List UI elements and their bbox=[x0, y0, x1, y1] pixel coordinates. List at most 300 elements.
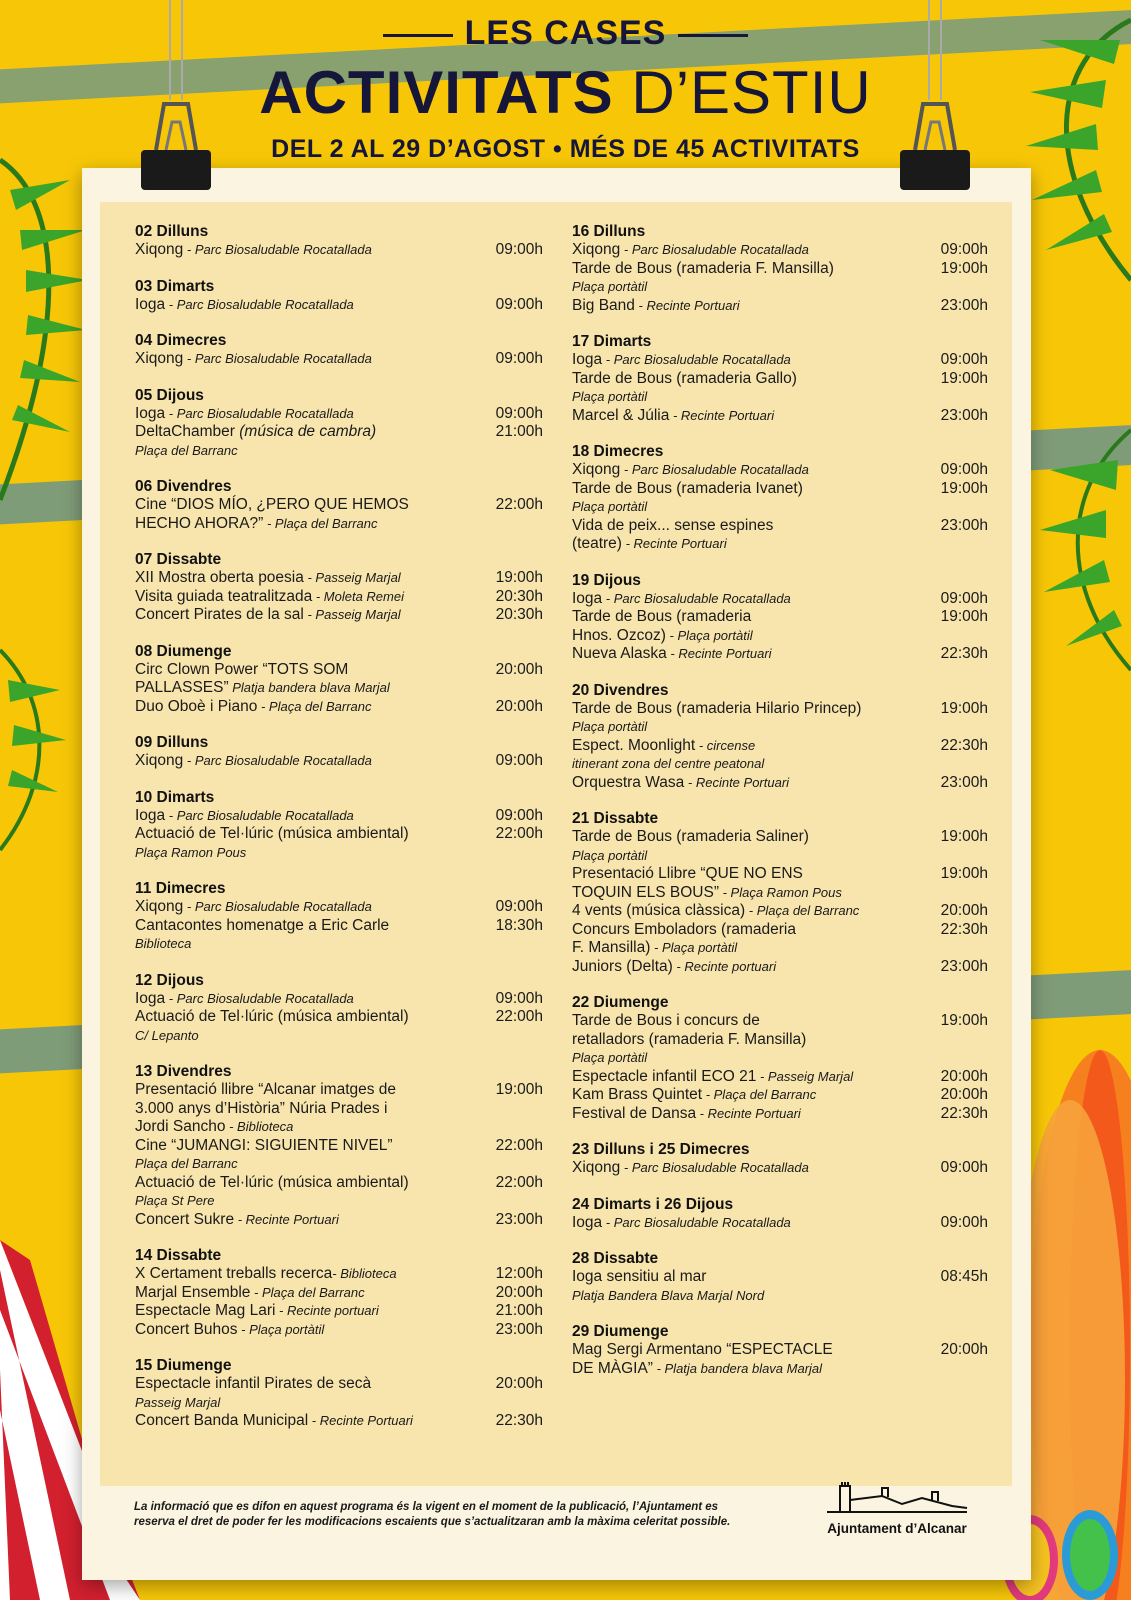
event-location: - Parc Biosaludable Rocatallada bbox=[165, 990, 354, 1006]
event-line bbox=[572, 590, 935, 609]
event-location: itinerant zona del centre peatonal bbox=[572, 756, 765, 771]
event-line bbox=[135, 807, 490, 826]
event-time: 09:00h bbox=[940, 461, 988, 478]
event-time: 09:00h bbox=[495, 806, 543, 824]
event-time: 22:30h bbox=[940, 736, 988, 754]
event-title: Cine “DIOS MÍO, ¿PERO QUE HEMOS bbox=[135, 496, 409, 513]
event-line bbox=[135, 1081, 490, 1100]
event-location: - Plaça del Barranc bbox=[263, 515, 378, 531]
event-title: Tarde de Bous i concurs de bbox=[572, 1012, 760, 1029]
event-line bbox=[135, 296, 490, 315]
event-row bbox=[572, 260, 988, 297]
day-block bbox=[135, 1356, 543, 1431]
event-title: Mag Sergi Armentano “ESPECTACLE bbox=[572, 1341, 833, 1358]
event-line bbox=[135, 241, 490, 260]
event-title: Concert Pirates de la sal bbox=[135, 606, 304, 623]
event-location: - Recinte Portuari bbox=[234, 1211, 339, 1227]
event-time: 20:00h bbox=[940, 1067, 988, 1085]
event-title: Presentació llibre “Alcanar imatges de bbox=[135, 1081, 397, 1098]
event-description bbox=[135, 898, 496, 917]
page-subtitle: DEL 2 AL 29 D’AGOST • MÉS DE 45 ACTIVITATS bbox=[271, 135, 860, 163]
event-row bbox=[135, 917, 543, 954]
event-line bbox=[572, 1012, 935, 1031]
event-location: Platja bandera blava Marjal bbox=[228, 680, 390, 695]
event-line bbox=[572, 388, 935, 407]
event-time: 20:00h bbox=[940, 902, 988, 919]
event-line bbox=[135, 679, 490, 698]
event-row bbox=[135, 1302, 543, 1321]
day-title: 20 Divendres bbox=[572, 681, 669, 699]
event-description bbox=[135, 1081, 496, 1137]
event-line bbox=[135, 898, 490, 917]
event-title: (teatre) bbox=[572, 535, 622, 552]
event-location: Plaça portàtil bbox=[572, 1050, 648, 1065]
event-row bbox=[135, 241, 543, 260]
event-time: 21:00h bbox=[495, 1302, 543, 1319]
event-description bbox=[135, 606, 496, 625]
day-block bbox=[135, 733, 543, 771]
event-description bbox=[135, 1137, 496, 1174]
event-line bbox=[572, 847, 935, 866]
event-row bbox=[572, 700, 988, 737]
event-location: - Platja bandera blava Marjal bbox=[652, 1360, 823, 1376]
day-title: 28 Dissabte bbox=[572, 1250, 659, 1267]
event-row bbox=[572, 645, 988, 664]
event-title: Xiqong bbox=[135, 898, 184, 915]
event-time: 23:00h bbox=[940, 406, 988, 424]
event-title: HECHO AHORA?” bbox=[135, 514, 264, 532]
council-logo bbox=[812, 1478, 982, 1536]
event-time: 23:00h bbox=[495, 1320, 543, 1338]
event-title: Marcel & Júlia bbox=[572, 406, 670, 424]
event-time: 08:45h bbox=[940, 1268, 988, 1285]
event-location: Plaça del Barranc bbox=[135, 442, 238, 458]
event-location: Plaça portàtil bbox=[572, 279, 648, 294]
event-row bbox=[135, 1008, 543, 1045]
event-row bbox=[572, 297, 988, 316]
event-description bbox=[572, 590, 941, 609]
event-line bbox=[135, 1008, 490, 1027]
event-row bbox=[135, 588, 543, 607]
event-description bbox=[135, 990, 496, 1009]
event-row bbox=[135, 405, 543, 424]
event-location: - Parc Biosaludable Rocatallada bbox=[602, 1214, 791, 1230]
event-description bbox=[135, 698, 496, 717]
event-time: 23:00h bbox=[940, 957, 988, 975]
event-title: Concert Sukre bbox=[135, 1210, 235, 1228]
event-location: Plaça portàtil bbox=[572, 499, 648, 514]
event-line bbox=[135, 1137, 490, 1156]
event-row bbox=[572, 1068, 988, 1087]
event-location: - Plaça portàtil bbox=[237, 1321, 325, 1337]
event-line bbox=[572, 939, 935, 958]
event-location: - Recinte Portuari bbox=[634, 297, 740, 313]
day-title: 15 Diumenge bbox=[135, 1357, 232, 1374]
event-line bbox=[135, 935, 490, 954]
event-title: Tarde de Bous (ramaderia Gallo) bbox=[572, 369, 797, 387]
event-row bbox=[135, 1137, 543, 1174]
day-title: 22 Diumenge bbox=[572, 994, 669, 1011]
event-title: Big Band bbox=[572, 296, 635, 314]
event-line bbox=[135, 496, 490, 515]
event-time: 19:00h bbox=[940, 479, 988, 497]
event-line bbox=[572, 958, 935, 977]
event-title: PALLASSES” bbox=[135, 679, 229, 696]
event-description bbox=[135, 1265, 496, 1284]
day-block bbox=[572, 993, 988, 1123]
day-title: 19 Dijous bbox=[572, 571, 641, 589]
event-line bbox=[572, 241, 935, 260]
event-row bbox=[572, 480, 988, 517]
event-row bbox=[135, 752, 543, 771]
event-location: Plaça portàtil bbox=[572, 389, 648, 404]
event-line bbox=[135, 917, 490, 936]
event-location: - Recinte Portuari bbox=[684, 774, 790, 790]
event-row bbox=[572, 958, 988, 977]
event-time: 09:00h bbox=[495, 241, 543, 258]
event-location: - Parc Biosaludable Rocatallada bbox=[602, 590, 791, 606]
event-row bbox=[135, 1211, 543, 1230]
event-line bbox=[135, 442, 490, 461]
day-title: 14 Dissabte bbox=[135, 1247, 222, 1264]
event-title: XII Mostra oberta poesia bbox=[135, 569, 304, 586]
day-block bbox=[135, 879, 543, 954]
event-row bbox=[135, 606, 543, 625]
schedule-column-right bbox=[572, 222, 988, 1395]
event-line bbox=[572, 774, 935, 793]
kicker-text: LES CASES bbox=[464, 14, 667, 52]
event-line bbox=[572, 498, 935, 517]
event-title: Concert Buhos bbox=[135, 1320, 238, 1338]
event-line bbox=[572, 755, 935, 774]
event-row bbox=[135, 1081, 543, 1137]
event-line bbox=[135, 1211, 490, 1230]
event-description bbox=[135, 569, 496, 588]
day-block bbox=[572, 571, 988, 664]
day-block bbox=[135, 1246, 543, 1339]
event-time: 09:00h bbox=[940, 1159, 988, 1176]
event-location: Passeig Marjal bbox=[135, 1394, 221, 1410]
event-description bbox=[572, 297, 941, 316]
event-time: 22:30h bbox=[495, 1412, 543, 1429]
event-description bbox=[135, 807, 496, 826]
event-time: 19:00h bbox=[940, 608, 988, 625]
event-line bbox=[135, 1302, 490, 1321]
event-description bbox=[572, 828, 941, 865]
event-row bbox=[572, 370, 988, 407]
event-description bbox=[135, 1412, 496, 1431]
event-description bbox=[572, 737, 941, 774]
event-title: Tarde de Bous (ramaderia Ivanet) bbox=[572, 479, 803, 497]
event-location: - circense bbox=[695, 737, 756, 753]
event-time: 22:00h bbox=[495, 1136, 543, 1154]
event-line bbox=[135, 1394, 490, 1413]
event-description bbox=[572, 517, 941, 554]
event-description bbox=[135, 350, 496, 369]
disclaimer-note: La informació que es difon en aquest programa és la vigent en el moment de la publicació, l’Ajuntament es reserva el dret de poder fer les modificacions escaients que s’actualitzaran amb la màxima celeritat possible. bbox=[134, 1501, 731, 1528]
event-row bbox=[135, 1375, 543, 1412]
event-line bbox=[135, 661, 490, 680]
day-block bbox=[135, 1062, 543, 1229]
day-title: 11 Dimecres bbox=[135, 880, 226, 897]
event-description bbox=[572, 608, 941, 645]
event-title: Ioga sensitiu al mar bbox=[572, 1268, 707, 1285]
event-time: 20:00h bbox=[495, 697, 543, 715]
event-line bbox=[135, 515, 490, 534]
event-description bbox=[135, 1375, 496, 1412]
event-row bbox=[572, 1159, 988, 1178]
event-location: - Parc Biosaludable Rocatallada bbox=[183, 899, 372, 914]
day-block bbox=[572, 1322, 988, 1378]
event-line bbox=[572, 370, 935, 389]
event-description bbox=[135, 1284, 496, 1303]
event-row bbox=[135, 1265, 543, 1284]
event-line bbox=[135, 405, 490, 424]
event-line bbox=[572, 260, 935, 279]
event-line bbox=[572, 884, 935, 903]
event-description bbox=[135, 241, 496, 260]
title-bold: ACTIVITATS bbox=[259, 59, 614, 126]
day-block bbox=[135, 550, 543, 625]
event-title: Nueva Alaska bbox=[572, 645, 667, 662]
event-time: 09:00h bbox=[940, 351, 988, 368]
event-description bbox=[572, 351, 941, 370]
event-title: Xiqong bbox=[135, 350, 184, 367]
event-row bbox=[572, 1341, 988, 1378]
day-title: 09 Dilluns bbox=[135, 734, 209, 751]
event-location: - Recinte Portuari bbox=[696, 1105, 801, 1121]
event-description bbox=[135, 1211, 496, 1230]
event-row bbox=[572, 1105, 988, 1124]
event-row bbox=[572, 1268, 988, 1305]
event-title: Ioga bbox=[135, 806, 166, 824]
event-row bbox=[572, 921, 988, 958]
event-line bbox=[135, 1321, 490, 1340]
event-description bbox=[135, 405, 496, 424]
day-title: 17 Dimarts bbox=[572, 333, 652, 350]
event-time: 19:00h bbox=[940, 1012, 988, 1029]
event-title: Actuació de Tel·lúric (música ambiental) bbox=[135, 825, 409, 842]
event-title: Actuació de Tel·lúric (música ambiental) bbox=[135, 1008, 409, 1025]
day-block bbox=[135, 971, 543, 1046]
event-title: Xiqong bbox=[572, 461, 621, 478]
event-row bbox=[135, 496, 543, 533]
event-line bbox=[135, 825, 490, 844]
event-location: - Recinte portuari bbox=[672, 958, 777, 974]
event-row bbox=[572, 1012, 988, 1068]
event-title: Circ Clown Power “TOTS SOM bbox=[135, 660, 349, 678]
day-block bbox=[572, 332, 988, 425]
event-row bbox=[135, 807, 543, 826]
event-time: 19:00h bbox=[940, 369, 988, 387]
event-description bbox=[135, 661, 496, 698]
event-description bbox=[135, 423, 496, 460]
event-line bbox=[572, 351, 935, 370]
event-location: - Parc Biosaludable Rocatallada bbox=[620, 462, 809, 477]
kicker-dash-left bbox=[383, 34, 453, 37]
event-time: 20:00h bbox=[940, 1341, 988, 1358]
event-title: Jordi Sancho bbox=[135, 1118, 226, 1135]
event-line bbox=[135, 698, 490, 717]
event-line bbox=[135, 1118, 490, 1137]
event-line bbox=[572, 1105, 935, 1124]
event-row bbox=[135, 990, 543, 1009]
event-title: Xiqong bbox=[135, 752, 184, 769]
event-time: 21:00h bbox=[495, 423, 543, 440]
event-location: - Parc Biosaludable Rocatallada bbox=[620, 242, 809, 257]
event-location: - Passeig Marjal bbox=[303, 607, 401, 622]
event-title: Hnos. Ozcoz) bbox=[572, 626, 666, 644]
event-description bbox=[572, 260, 941, 297]
event-title: Xiqong bbox=[135, 241, 184, 258]
event-title: Cine “JUMANGI: SIGUIENTE NIVEL” bbox=[135, 1136, 393, 1154]
event-time: 22:00h bbox=[495, 825, 543, 842]
event-time: 19:00h bbox=[940, 259, 988, 277]
event-time: 20:30h bbox=[495, 606, 543, 623]
day-title: 21 Dissabte bbox=[572, 810, 659, 827]
event-title: Vida de peix... sense espines bbox=[572, 516, 774, 534]
event-description bbox=[572, 461, 941, 480]
event-line bbox=[572, 865, 935, 884]
event-line bbox=[572, 1068, 935, 1087]
event-line bbox=[135, 990, 490, 1009]
event-description bbox=[135, 296, 496, 315]
event-line bbox=[572, 608, 935, 627]
event-line bbox=[135, 569, 490, 588]
event-time: 22:00h bbox=[495, 496, 543, 513]
event-location: Plaça portàtil bbox=[572, 847, 648, 863]
day-block bbox=[572, 809, 988, 976]
event-time: 23:00h bbox=[940, 516, 988, 534]
event-location: - Parc Biosaludable Rocatallada bbox=[165, 296, 354, 312]
event-description bbox=[572, 1159, 941, 1178]
event-description bbox=[572, 921, 941, 958]
day-block bbox=[572, 442, 988, 554]
day-block bbox=[135, 331, 543, 369]
event-time: 22:00h bbox=[495, 1008, 543, 1025]
event-time: 22:00h bbox=[495, 1173, 543, 1191]
event-row bbox=[135, 698, 543, 717]
event-line bbox=[572, 627, 935, 646]
event-line bbox=[572, 1287, 935, 1306]
event-line bbox=[572, 480, 935, 499]
event-location: Biblioteca bbox=[135, 936, 192, 951]
event-row bbox=[572, 865, 988, 902]
event-location: - Plaça portàtil bbox=[665, 627, 753, 643]
event-line bbox=[135, 1375, 490, 1394]
day-title: 06 Divendres bbox=[135, 478, 232, 495]
event-title: Concert Banda Municipal bbox=[135, 1412, 309, 1429]
event-line bbox=[572, 278, 935, 297]
event-title: DE MÀGIA” bbox=[572, 1359, 653, 1377]
event-row bbox=[572, 902, 988, 921]
event-line bbox=[135, 1192, 490, 1211]
day-title: 23 Dilluns i 25 Dimecres bbox=[572, 1141, 750, 1158]
event-location: - Recinte Portuari bbox=[669, 407, 775, 423]
event-description bbox=[572, 774, 941, 793]
event-row bbox=[572, 608, 988, 645]
event-time: 19:00h bbox=[940, 699, 988, 717]
event-description bbox=[135, 588, 496, 607]
event-title: Marjal Ensemble bbox=[135, 1283, 251, 1301]
event-line bbox=[135, 844, 490, 863]
event-title: Espectacle infantil Pirates de secà bbox=[135, 1375, 372, 1392]
event-description bbox=[572, 407, 941, 426]
event-description bbox=[135, 917, 496, 954]
day-block bbox=[572, 1249, 988, 1305]
event-description bbox=[135, 1321, 496, 1340]
day-title: 18 Dimecres bbox=[572, 443, 664, 460]
event-title: Ioga bbox=[572, 589, 603, 607]
event-title: Espectacle infantil ECO 21 bbox=[572, 1067, 757, 1085]
event-title: Tarde de Bous (ramaderia F. Mansilla) bbox=[572, 259, 834, 277]
day-title: 24 Dimarts i 26 Dijous bbox=[572, 1195, 734, 1213]
day-title: 02 Dilluns bbox=[135, 223, 209, 240]
event-line bbox=[572, 700, 935, 719]
event-title: 3.000 anys d’Història” Núria Prades i bbox=[135, 1099, 388, 1117]
event-title: 4 vents (música clàssica) bbox=[572, 902, 746, 919]
event-line bbox=[135, 350, 490, 369]
title-light: D’ESTIU bbox=[631, 59, 872, 126]
event-time: 23:00h bbox=[940, 296, 988, 314]
event-time: 19:00h bbox=[495, 1081, 543, 1098]
event-row bbox=[572, 737, 988, 774]
event-description bbox=[135, 752, 496, 771]
event-title: Presentació Llibre “QUE NO ENS bbox=[572, 865, 803, 882]
event-line bbox=[135, 1155, 490, 1174]
event-location: - Recinte portuari bbox=[275, 1303, 379, 1318]
event-location: - Parc Biosaludable Rocatallada bbox=[183, 753, 372, 768]
day-block bbox=[572, 1195, 988, 1233]
event-title: Actuació de Tel·lúric (música ambiental) bbox=[135, 1173, 409, 1191]
event-line bbox=[135, 1174, 490, 1193]
event-time: 19:00h bbox=[495, 569, 543, 586]
event-title: TOQUIN ELS BOUS” bbox=[572, 883, 719, 901]
event-row bbox=[572, 774, 988, 793]
event-title: F. Mansilla) bbox=[572, 939, 651, 956]
event-description bbox=[572, 865, 941, 902]
event-description bbox=[572, 1268, 941, 1305]
event-title: Orquestra Wasa bbox=[572, 773, 685, 791]
event-row bbox=[572, 828, 988, 865]
event-line bbox=[135, 1284, 490, 1303]
event-line bbox=[135, 1100, 490, 1119]
event-description bbox=[135, 496, 496, 533]
event-location: - Parc Biosaludable Rocatallada bbox=[165, 807, 354, 823]
event-row bbox=[135, 661, 543, 698]
event-description bbox=[572, 1105, 941, 1124]
event-line bbox=[572, 1159, 935, 1178]
event-line bbox=[572, 902, 935, 921]
event-location: - Plaça del Barranc bbox=[257, 698, 372, 714]
event-description bbox=[135, 1302, 496, 1321]
event-location: - Plaça del Barranc bbox=[702, 1087, 817, 1102]
event-time: 22:30h bbox=[940, 920, 988, 938]
event-line bbox=[135, 1412, 490, 1431]
event-line bbox=[572, 1031, 935, 1050]
event-time: 09:00h bbox=[495, 898, 543, 915]
event-location: - Passeig Marjal bbox=[303, 570, 401, 585]
event-row bbox=[572, 407, 988, 426]
day-block bbox=[572, 681, 988, 793]
event-location: Plaça Ramon Pous bbox=[135, 844, 247, 860]
binder-clip-right-icon bbox=[895, 0, 975, 195]
event-location: - Recinte Portuari bbox=[308, 1413, 413, 1428]
event-title: Ioga bbox=[572, 1213, 603, 1231]
event-title: Tarde de Bous (ramaderia Saliner) bbox=[572, 828, 809, 845]
event-title: retalladors (ramaderia F. Mansilla) bbox=[572, 1030, 807, 1048]
kicker-dash-right bbox=[678, 34, 748, 37]
